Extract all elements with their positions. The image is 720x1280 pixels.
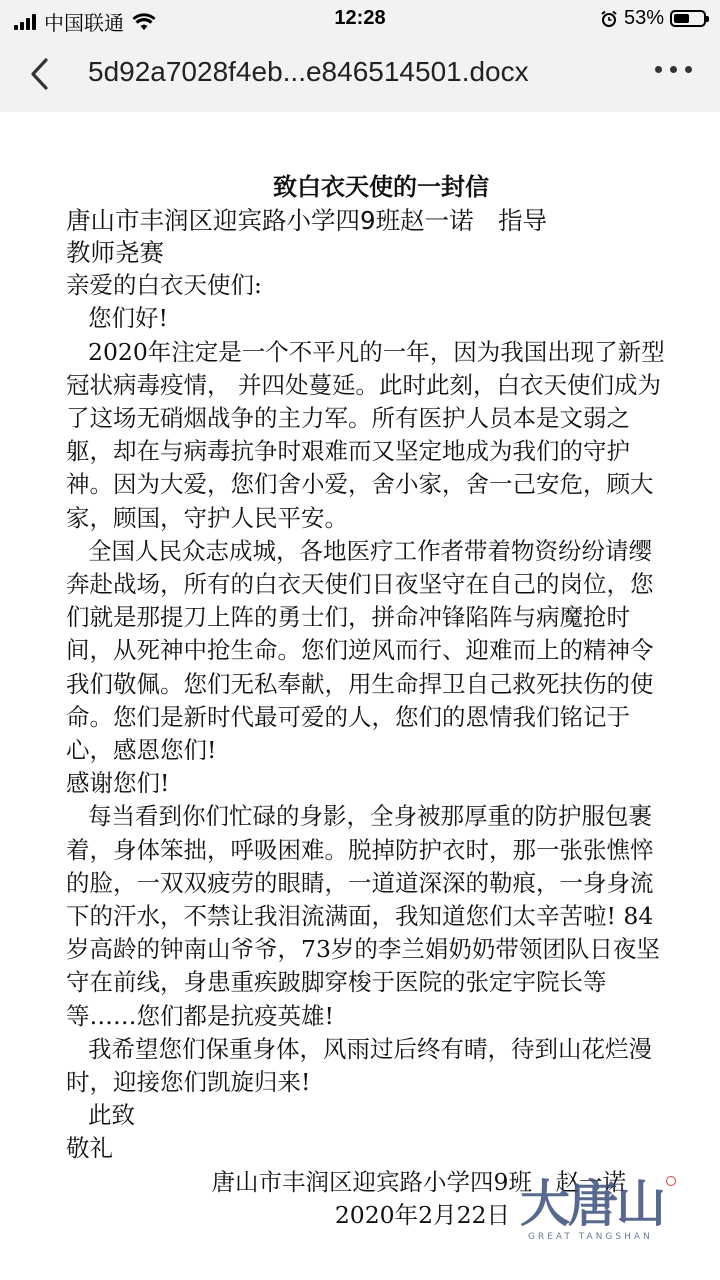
- chevron-left-icon: [24, 54, 60, 94]
- closing-jingli: 敬礼: [66, 1134, 113, 1163]
- salutation: 亲爱的白衣天使们:: [66, 271, 262, 300]
- letter-title: 致白衣天使的一封信: [273, 172, 489, 201]
- back-button[interactable]: [24, 54, 60, 94]
- status-right: [600, 7, 706, 30]
- carrier-label: 中国联通: [44, 13, 124, 35]
- author-line-2: 教师尧赛: [66, 238, 164, 268]
- closing-zhizhi: 此致: [88, 1101, 135, 1130]
- battery-fill: [674, 14, 689, 23]
- clock: 12:28: [334, 7, 386, 29]
- author-line: 唐山市丰润区迎宾路小学四9班赵一诺 指导: [66, 206, 548, 236]
- paragraph-4: 我希望您们保重身体，风雨过后终有晴，待到山花烂漫时，迎接您们凯旋归来!: [66, 1034, 652, 1097]
- more-dots-icon: [655, 66, 662, 73]
- battery-percent: 53%: [623, 7, 664, 29]
- watermark-subtext: GREAT TANGSHAN: [528, 1232, 653, 1242]
- nav-bar: [0, 36, 720, 112]
- watermark-logo: [520, 1176, 680, 1256]
- watermark-text: 大唐山: [520, 1175, 664, 1233]
- signature: 唐山市丰润区迎宾路小学四9班 赵一诺: [211, 1167, 626, 1196]
- paragraph-1: 2020年注定是一个不平凡的一年，因为我国出现了新型冠状病毒疫情， 并四处蔓延。此时此刻，白衣天使们成为了这场无硝烟战争的主力军。所有医护人员本是文弱之躯，却在与病毒抗争时艰难而又坚定地成为我们的守护神。因为大爱，您们舍小爱，舍小家，舍一己安危，顾大家，顾国，守护人民平安。: [66, 337, 665, 532]
- paragraph-2: 全国人民众志成城，各地医疗工作者带着物资纷纷请缨奔赴战场，所有的白衣天使们日夜坚守在自己的岗位，您们就是那提刀上阵的勇士们，拼命冲锋陷阵与病魔抢时间，从死神中抢生命。您们逆风而行、迎难而上的精神令我们敬佩。您们无私奉献，用生命捍卫自己救死扶伤的使命。您们是新时代最可爱的人，您们的恩情我们铭记于心，感恩您们!: [66, 536, 654, 765]
- status-bar: [0, 0, 720, 36]
- letter-date: 2020年2月22日: [334, 1200, 510, 1229]
- paragraph-3: 每当看到你们忙碌的身影，全身被那厚重的防护服包裹着，身体笨拙，呼吸困难。脱掉防护衣时，那一张张憔悴的脸，一双双疲劳的眼睛，一道道深深的勒痕，一身身流下的汗水，不禁让我泪流满面，我知道您们太辛苦啦! 84岁高龄的钟南山爷爷，73岁的李兰娟奶奶带领团队日夜坚守在前线，身患重疾跛脚穿梭于医院的张定宇院长等等……您们都是抗疫英雄!: [66, 802, 660, 1030]
- battery-icon: [670, 10, 706, 27]
- greeting: 您们好!: [88, 304, 168, 333]
- document-filename: 5d92a7028f4eb...e846514501.docx: [88, 56, 529, 87]
- more-button[interactable]: [655, 66, 692, 73]
- thanks-line: 感谢您们!: [66, 769, 170, 798]
- alarm-clock-icon: [600, 10, 618, 28]
- document-body: [66, 170, 666, 1232]
